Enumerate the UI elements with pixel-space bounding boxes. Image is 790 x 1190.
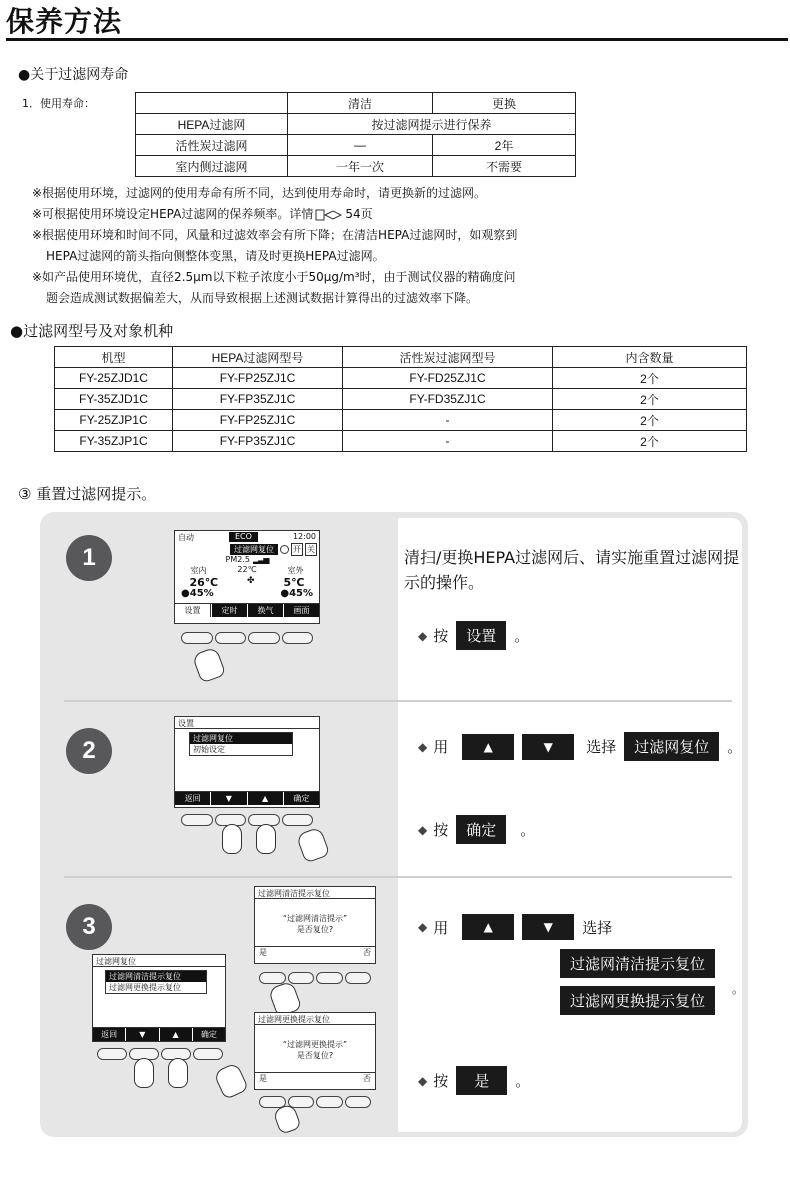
table-cell: 活性炭过滤网 (136, 135, 288, 156)
softkey-label: 确定 (284, 792, 319, 805)
lcd-in-temp: 26℃ (189, 576, 219, 589)
instr-select: 选择 (582, 918, 613, 937)
instr-verb: 按 (433, 821, 449, 839)
pointing-hand-icon (256, 824, 276, 854)
table-cell: 一年一次 (288, 156, 433, 177)
lcd-menu (105, 970, 207, 994)
table-cell: FY-FP25ZJ1C (173, 368, 343, 389)
table-header-cell (136, 93, 288, 114)
lcd-yes: 是 (259, 948, 267, 957)
signal-bars-icon: ▂▃▅ (252, 555, 269, 564)
remote-lcd-settings (174, 716, 320, 808)
step-3-select-instruction (418, 914, 612, 940)
table-row (55, 431, 747, 452)
softkey-label: 设置 (175, 604, 211, 617)
diamond-icon: ◆ (418, 1073, 428, 1088)
table-cell: 按过滤网提示进行保养 (288, 114, 576, 135)
diamond-icon: ◆ (418, 628, 428, 643)
table-cell: HEPA过滤网 (136, 114, 288, 135)
book-pointer-icon (315, 208, 343, 222)
table-cell: - (343, 410, 553, 431)
lcd-menu-item: 初始设定 (193, 745, 225, 754)
table-cell: 不需要 (433, 156, 576, 177)
instr-period: 。 (514, 627, 530, 645)
table-header-cell: HEPA过滤网型号 (173, 347, 343, 368)
note-line: ※根据使用环境和时间不同，风量和过滤效率会有所下降；在清洁HEPA过滤网时，如观察到 (32, 228, 518, 242)
lcd-message: “过滤网更换提示” (282, 1040, 348, 1049)
droplet-icon: ● (181, 588, 190, 599)
up-key-label: ▲ (462, 734, 514, 760)
remote-key[interactable] (316, 972, 343, 984)
step-divider (64, 700, 732, 702)
table-cell: 2年 (433, 135, 576, 156)
note-line: ※根据使用环境，过滤网的使用寿命有所不同，达到使用寿命时，请更换新的过滤网。 (32, 186, 487, 200)
yes-key-label: 是 (456, 1066, 507, 1095)
table-cell: 2个 (553, 410, 747, 431)
lcd-menu-item-selected: 过滤网复位 (190, 733, 292, 744)
replace-reset-option-label: 过滤网更换提示复位 (560, 986, 715, 1015)
remote-key-row (180, 632, 314, 644)
lcd-question: 是否复位? (296, 925, 334, 934)
softkey-label: 画面 (284, 604, 319, 617)
table-header-row (55, 347, 747, 368)
pointing-hand-icon (134, 1058, 154, 1088)
remote-key[interactable] (181, 632, 213, 644)
lifespan-label: 1．使用寿命： (22, 97, 95, 110)
instr-period: 。 (515, 1072, 531, 1090)
table-row (136, 135, 576, 156)
lcd-banner: 过滤网复位 (230, 544, 278, 555)
note-text: ※可根据使用环境设定HEPA过滤网的保养频率。详情 (32, 207, 314, 221)
table-cell: FY-FP25ZJ1C (173, 410, 343, 431)
lcd-no: 否 (363, 1074, 371, 1083)
softkey-label: ▲ (160, 1028, 192, 1041)
instr-period: 。 (732, 982, 745, 996)
remote-key[interactable] (181, 814, 213, 826)
note-line: HEPA过滤网的箭头指向侧整体变黑，请及时更换HEPA过滤网。 (46, 249, 385, 263)
table-cell: FY-25ZJP1C (55, 410, 173, 431)
table-header-cell: 机型 (55, 347, 173, 368)
model-table (54, 346, 747, 452)
softkey-label: 返回 (175, 792, 210, 805)
lcd-temp-values (175, 576, 319, 588)
confirm-key-label: 确定 (456, 815, 506, 844)
remote-key[interactable] (282, 814, 314, 826)
clean-reset-option-label: 过滤网清洁提示复位 (560, 949, 715, 978)
remote-key-row (258, 972, 372, 984)
table-cell: 2个 (553, 431, 747, 452)
step-3-badge: 3 (66, 904, 112, 950)
softkey-label: 确定 (193, 1028, 225, 1041)
step-3-confirm-instruction (418, 1066, 530, 1095)
step-2-select-instruction (418, 732, 742, 761)
table-cell: 2个 (553, 368, 747, 389)
table-row (55, 410, 747, 431)
table-cell: FY-FD35ZJ1C (343, 389, 553, 410)
lcd-title: 设置 (175, 717, 319, 729)
table-row (136, 114, 576, 135)
lcd-in-hum: 45% (189, 588, 214, 599)
remote-lcd-home (174, 530, 320, 624)
note-line: ※如产品使用环境优，直径2.5μm以下粒子浓度小于50μg/m³时，由于测试仪器的精确度问 (32, 270, 516, 284)
remote-key[interactable] (345, 1096, 372, 1108)
remote-key-row (180, 814, 314, 826)
model-heading: ●过滤网型号及对象机种 (10, 322, 174, 340)
diamond-icon: ◆ (418, 920, 428, 934)
diamond-icon: ◆ (418, 739, 428, 754)
filter-life-heading: ●关于过滤网寿命 (18, 67, 129, 83)
softkey-label: ▼ (211, 792, 246, 805)
remote-lcd-clean-confirm (254, 886, 376, 964)
step-2-confirm-instruction (418, 815, 535, 844)
step-divider (64, 876, 732, 878)
lcd-status-row (175, 531, 319, 543)
reset-heading: ③ 重置过滤网提示。 (18, 485, 157, 503)
table-row (55, 389, 747, 410)
table-cell: FY-FP35ZJ1C (173, 389, 343, 410)
table-cell: 2个 (553, 389, 747, 410)
lcd-menu-item-selected: 过滤网清洁提示复位 (106, 971, 206, 982)
table-header-cell: 活性炭过滤网型号 (343, 347, 553, 368)
up-key-label: ▲ (462, 914, 514, 940)
lcd-yes-no-bar (255, 946, 375, 958)
remote-key[interactable] (215, 632, 247, 644)
table-cell: - (343, 431, 553, 452)
lcd-menu-item: 过滤网更换提示复位 (109, 983, 181, 992)
lcd-question: 是否复位? (296, 1051, 334, 1060)
softkey-label: 定时 (212, 604, 247, 617)
lcd-close: 关 (307, 544, 315, 554)
table-cell: — (288, 135, 433, 156)
lcd-title: 过滤网复位 (93, 955, 225, 967)
softkey-label: 返回 (93, 1028, 125, 1041)
lcd-mode: 自动 (178, 533, 194, 542)
down-key-label: ▼ (522, 914, 574, 940)
lcd-softkey-bar (175, 603, 319, 617)
droplet-icon: ● (280, 588, 290, 599)
clock-icon (280, 545, 289, 554)
remote-key[interactable] (97, 1048, 127, 1060)
table-header-cell: 清洁 (288, 93, 433, 114)
table-cell: FY-35ZJP1C (55, 431, 173, 452)
lcd-no: 否 (363, 948, 371, 957)
step-1-instruction (418, 621, 529, 650)
note-line: 题会造成测试数据偏差大，从而导致根据上述测试数据计算得出的过滤效率下降。 (46, 291, 479, 305)
instr-verb: 用 (433, 918, 449, 937)
table-row (136, 156, 576, 177)
softkey-label: 换气 (248, 604, 283, 617)
down-key-label: ▼ (522, 734, 574, 760)
instr-verb: 用 (433, 738, 449, 756)
title-divider (6, 38, 788, 41)
remote-key[interactable] (259, 972, 286, 984)
lcd-open: 开 (293, 544, 301, 554)
remote-key-row (96, 1048, 224, 1060)
lcd-indoor: 室内 (190, 566, 207, 575)
lcd-eco: ECO (229, 532, 258, 542)
lcd-title: 过滤网更换提示复位 (255, 1013, 375, 1025)
lcd-set-temp: 22℃ (237, 565, 257, 574)
lcd-pm-label: PM2.5 (225, 555, 250, 564)
step-2-badge: 2 (66, 728, 112, 774)
remote-lcd-replace-confirm (254, 1012, 376, 1090)
diamond-icon: ◆ (418, 822, 428, 837)
softkey-label: ▲ (248, 792, 283, 805)
table-row (55, 368, 747, 389)
lcd-menu (189, 732, 293, 756)
instr-select: 选择 (586, 738, 617, 756)
note-line (32, 204, 782, 225)
table-cell: FY-FP35ZJ1C (173, 431, 343, 452)
table-cell: FY-25ZJD1C (55, 368, 173, 389)
lcd-humidity-row (175, 588, 319, 600)
instr-period: 。 (520, 821, 536, 839)
filter-reset-label: 过滤网复位 (624, 732, 719, 761)
lcd-message: “过滤网清洁提示” (282, 914, 348, 923)
pointing-hand-icon (222, 824, 242, 854)
table-cell: FY-35ZJD1C (55, 389, 173, 410)
fan-icon: ✤ (247, 576, 255, 586)
step-1-text: 清扫/更换HEPA过滤网后、请实施重置过滤网提示的操作。 (404, 548, 740, 592)
lcd-yes: 是 (259, 1074, 267, 1083)
lcd-yes-no-bar (255, 1072, 375, 1084)
lifespan-table (135, 92, 576, 177)
lcd-title: 过滤网清洁提示复位 (255, 887, 375, 899)
softkey-label: ▼ (126, 1028, 158, 1041)
remote-key-row (258, 1096, 372, 1108)
lcd-out-temp: 5℃ (283, 576, 305, 589)
remote-key[interactable] (345, 972, 372, 984)
lcd-pm-row (175, 555, 319, 565)
remote-key[interactable] (316, 1096, 343, 1108)
remote-key[interactable] (193, 1048, 223, 1060)
table-cell: FY-FD25ZJ1C (343, 368, 553, 389)
table-cell: 室内侧过滤网 (136, 156, 288, 177)
table-header-cell: 更换 (433, 93, 576, 114)
remote-key[interactable] (248, 632, 280, 644)
lcd-softkey-bar (175, 791, 319, 805)
table-header-row (136, 93, 576, 114)
page-title: 保养方法 (6, 5, 123, 38)
step-1-badge: 1 (66, 535, 112, 581)
remote-key[interactable] (288, 972, 315, 984)
remote-lcd-filter-reset (92, 954, 226, 1042)
lcd-time: 12:00 (292, 532, 316, 541)
page-ref: 54页 (345, 207, 373, 221)
remote-key[interactable] (282, 632, 314, 644)
lcd-temp-labels (175, 565, 319, 576)
lcd-softkey-bar (93, 1027, 225, 1041)
lcd-out-hum: 45% (289, 588, 313, 599)
settings-key-label: 设置 (456, 621, 506, 650)
pointing-hand-icon (168, 1058, 188, 1088)
lcd-banner-row (175, 543, 319, 555)
instr-verb: 按 (433, 1072, 449, 1090)
table-header-cell: 内含数量 (553, 347, 747, 368)
lcd-outdoor: 室外 (287, 566, 304, 575)
instr-verb: 按 (433, 627, 449, 645)
instr-period: 。 (727, 738, 743, 756)
